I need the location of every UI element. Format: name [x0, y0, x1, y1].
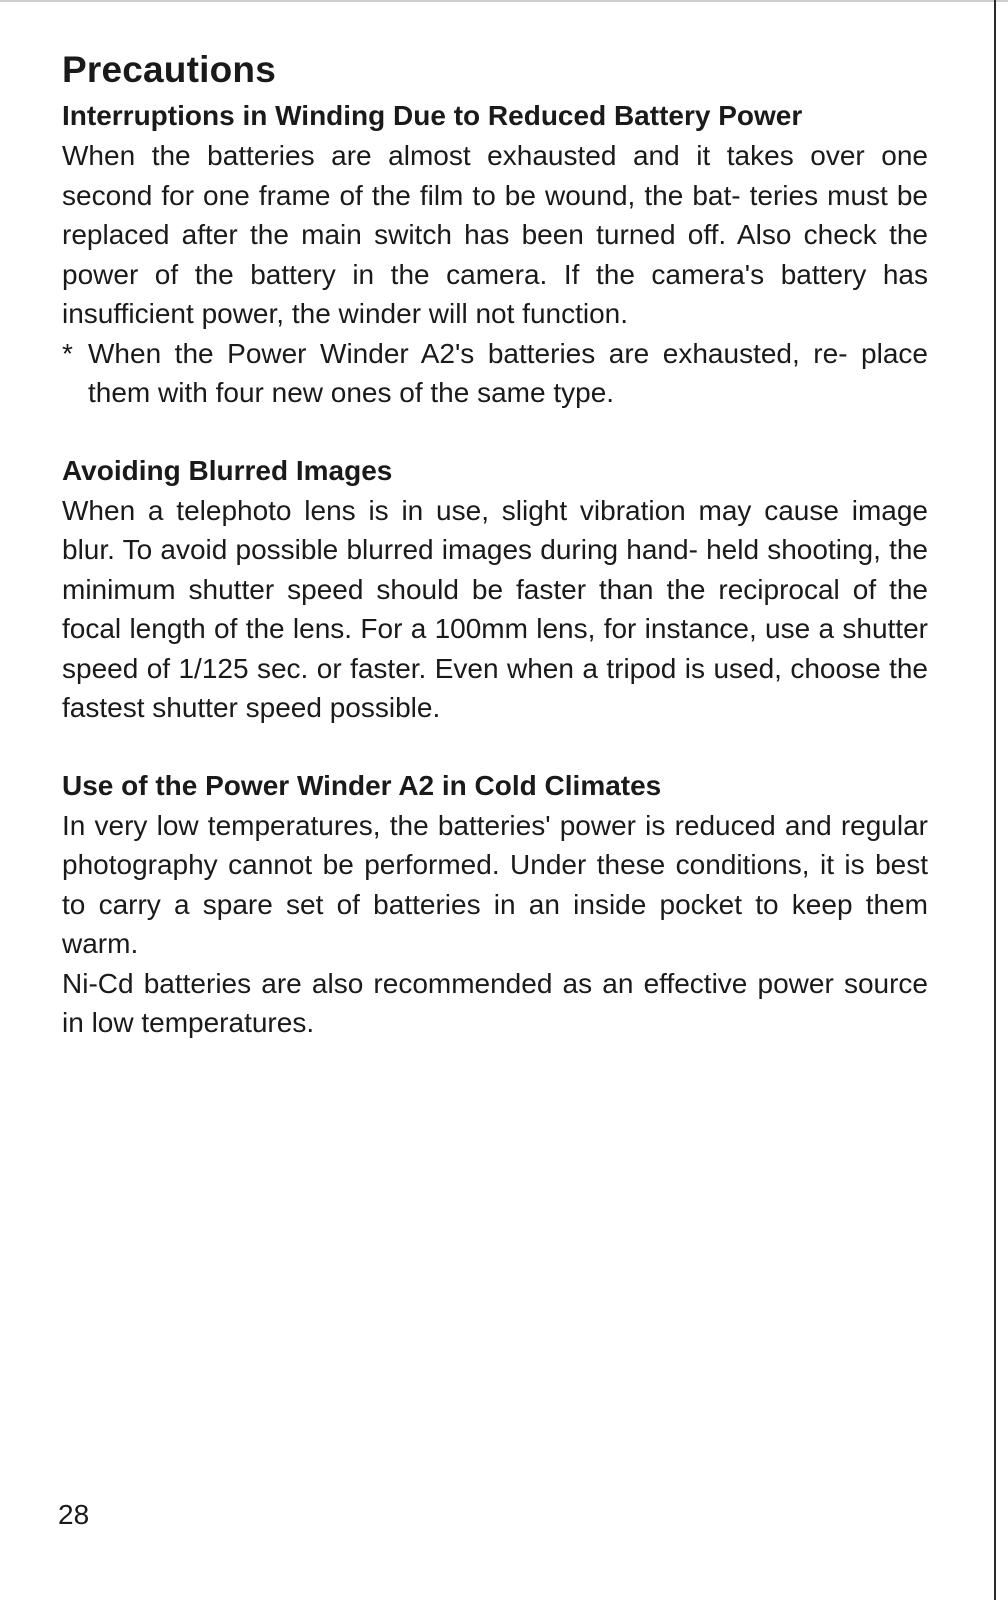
section-heading-cold-climates: Use of the Power Winder A2 in Cold Climates [62, 769, 662, 801]
note-battery-replacement [62, 334, 928, 413]
page-content [62, 48, 928, 1043]
section-battery-power [62, 96, 928, 413]
page-top-edge [0, 0, 1008, 2]
section-paragraph-nicd: Ni-Cd batteries are also recommended as an effective power source in low temperatures. [62, 967, 928, 1038]
note-text: When the Power Winder A2's batteries are exhausted, re- place them with four new ones of the same type. [88, 337, 928, 408]
page-number: 28 [58, 1499, 90, 1530]
note-bullet: * [62, 337, 73, 369]
section-cold-climates [62, 766, 928, 1043]
section-paragraph-cold-climates: In very low temperatures, the batteries' power is reduced and regular photography cannot be performed. Under these conditions, it is best to carry a spare set of batteries in an inside pocket to keep them warm. [62, 809, 928, 959]
section-heading-battery-power: Interruptions in Winding Due to Reduced Battery Power [62, 100, 803, 131]
section-paragraph-battery-power: When the batteries are almost exhausted and it takes over one second for one frame of the film to be wound, the bat- teries must be replaced after the main switch has been turned off. Also check the power of the battery in the camera. If the camera's battery has insufficient power, the winder will not function. [62, 140, 928, 329]
section-paragraph-blurred-images: When a telephoto lens is in use, slight vibration may cause image blur. To avoid possible blurred images during hand- held shooting, the minimum shutter speed should be faster than the reciprocal of the focal length of the lens. For a 100mm lens, for instance, use a shutter speed of 1/125 sec. or faster. Even when a tripod is used, choose the fastest shutter speed possible. [62, 494, 928, 723]
page-right-edge [994, 0, 996, 1600]
section-heading-blurred-images: Avoiding Blurred Images [62, 454, 393, 486]
page-title: Precautions [62, 49, 276, 90]
section-blurred-images [62, 451, 928, 728]
